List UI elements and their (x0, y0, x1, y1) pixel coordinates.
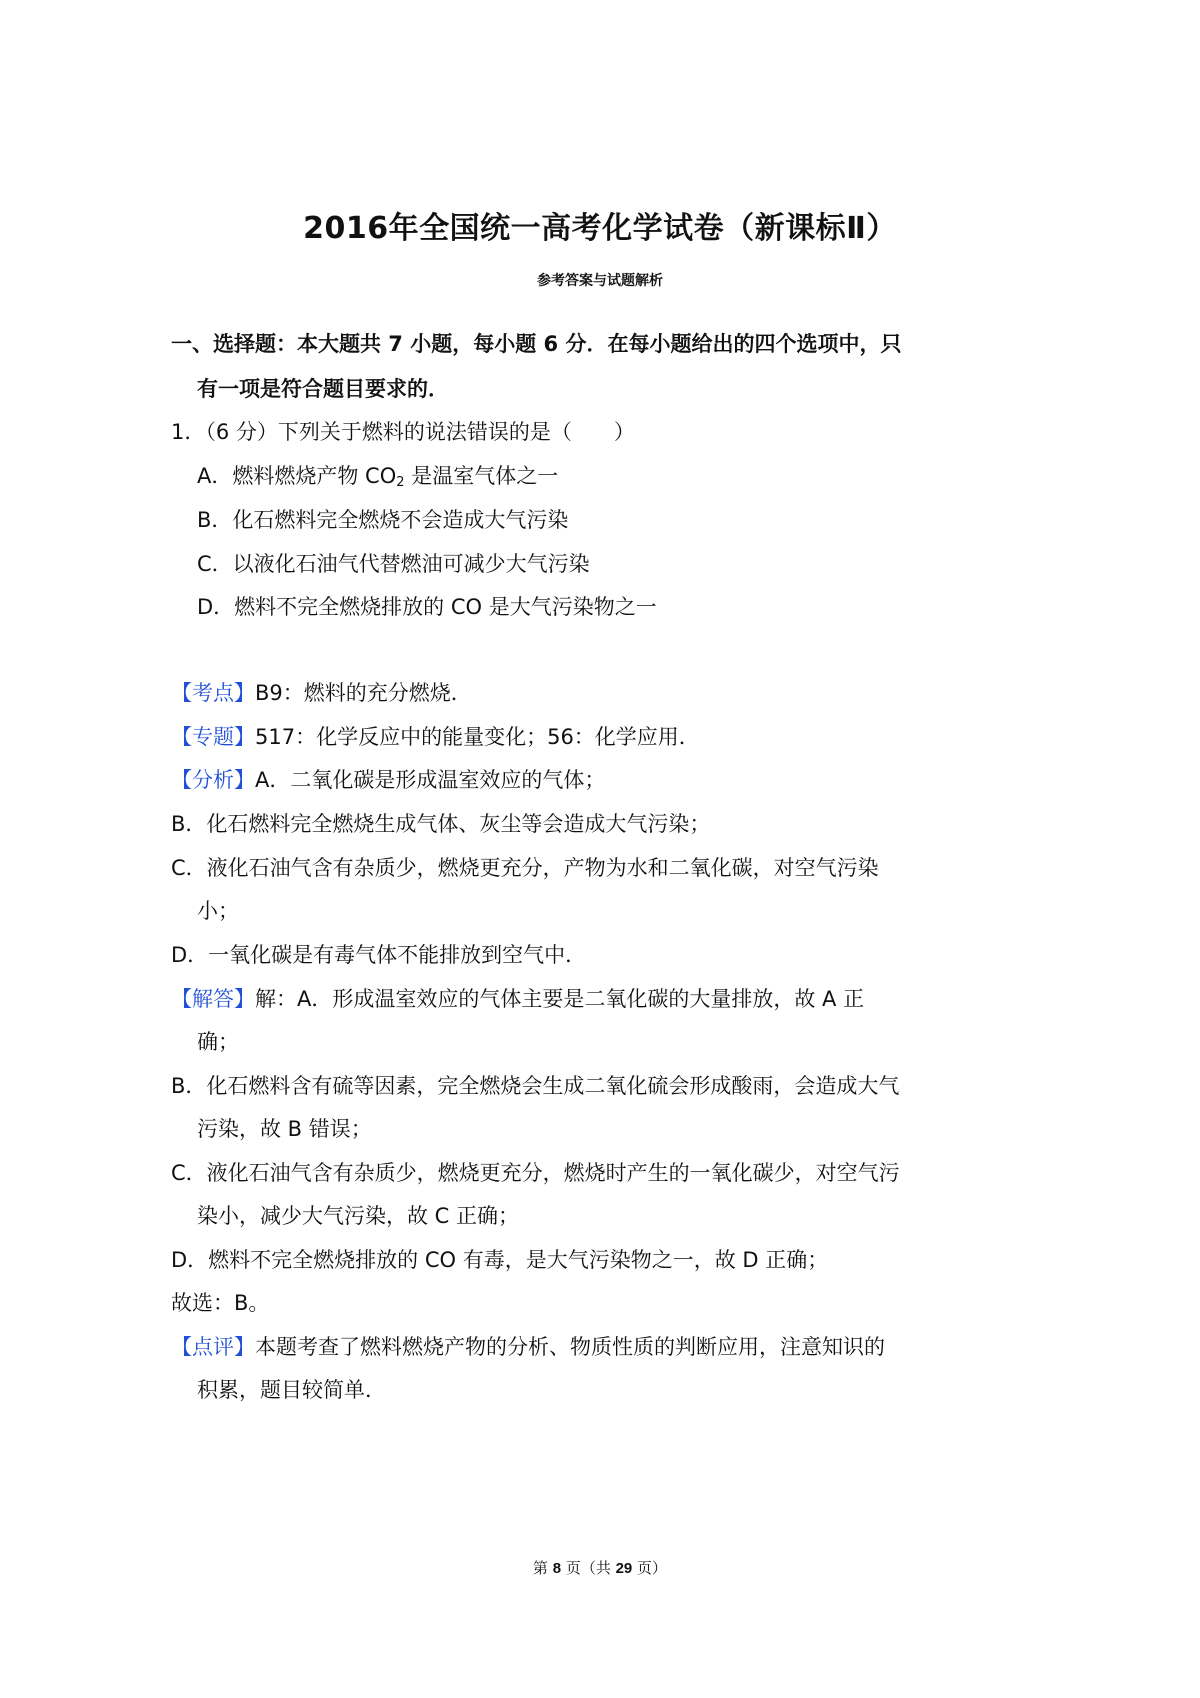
footer-total-pages: 29 (615, 1560, 633, 1577)
footer-middle: 页（共 (561, 1559, 616, 1577)
jieda-c-cont: 染小，减少大气污染，故 C 正确； (197, 1204, 520, 1228)
page-footer (0, 1557, 1200, 1578)
section-heading-cont: 有一项是符合题目要求的． (197, 377, 449, 401)
jieda-tag: 【解答】 (171, 987, 255, 1011)
dianping-line (171, 1332, 885, 1362)
zhuanti-line (171, 722, 700, 752)
question-stem: 1．（6 分）下列关于燃料的说法错误的是（ ） (171, 420, 635, 444)
jieda-a: 解：A．形成温室效应的气体主要是二氧化碳的大量排放，故 A 正 (255, 987, 865, 1011)
jieda-b-cont: 污染，故 B 错误； (197, 1117, 372, 1141)
fenxi-a: A．二氧化碳是形成温室效应的气体； (255, 768, 606, 792)
fenxi-line (171, 765, 605, 795)
page-subtitle: 参考答案与试题解析 (537, 273, 663, 289)
fenxi-c-cont: 小； (197, 899, 239, 923)
option-c: C．以液化石油气代替燃油可减少大气污染 (197, 552, 590, 576)
jieda-c: C．液化石油气含有杂质少，燃烧更充分，燃烧时产生的一氧化碳少，对空气污 (171, 1161, 900, 1185)
footer-prefix: 第 (532, 1559, 553, 1577)
kaodian-line (171, 678, 472, 708)
zhuanti-tag: 【专题】 (171, 725, 255, 749)
option-a-subscript: 2 (396, 475, 405, 490)
kaodian-text: B9：燃料的充分燃烧． (255, 681, 472, 705)
section-heading: 一、选择题：本大题共 7 小题，每小题 6 分．在每小题给出的四个选项中，只 (171, 332, 902, 356)
jieda-line (171, 984, 864, 1014)
fenxi-c: C．液化石油气含有杂质少，燃烧更充分，产物为水和二氧化碳，对空气污染 (171, 856, 879, 880)
zhuanti-text: 517：化学反应中的能量变化；56：化学应用． (255, 725, 700, 749)
kaodian-tag: 【考点】 (171, 681, 255, 705)
jieda-d: D．燃料不完全燃烧排放的 CO 有毒，是大气污染物之一，故 D 正确； (171, 1248, 829, 1272)
fenxi-d: D．一氧化碳是有毒气体不能排放到空气中． (171, 943, 587, 967)
fenxi-b: B．化石燃料完全燃烧生成气体、灰尘等会造成大气污染； (171, 812, 711, 836)
option-a-text-end: 是温室气体之一 (404, 464, 559, 488)
page-title: 2016年全国统一高考化学试卷（新课标Ⅱ） (303, 211, 897, 246)
jieda-a-cont: 确； (197, 1030, 239, 1054)
dianping-tag: 【点评】 (171, 1335, 255, 1359)
option-d: D．燃料不完全燃烧排放的 CO 是大气污染物之一 (197, 595, 657, 619)
footer-page-number: 8 (552, 1560, 562, 1577)
dianping-cont: 积累，题目较简单． (197, 1378, 386, 1402)
option-a-text: A．燃料燃烧产物 CO (197, 464, 397, 488)
option-b: B．化石燃料完全燃烧不会造成大气污染 (197, 508, 569, 532)
option-a (197, 461, 558, 498)
fenxi-tag: 【分析】 (171, 768, 255, 792)
answer-choice: 故选：B。 (171, 1291, 270, 1315)
jieda-b: B．化石燃料含有硫等因素，完全燃烧会生成二氧化硫会形成酸雨，会造成大气 (171, 1074, 900, 1098)
dianping-text: 本题考查了燃料燃烧产物的分析、物质性质的判断应用，注意知识的 (255, 1335, 885, 1359)
footer-suffix: 页） (632, 1559, 668, 1577)
